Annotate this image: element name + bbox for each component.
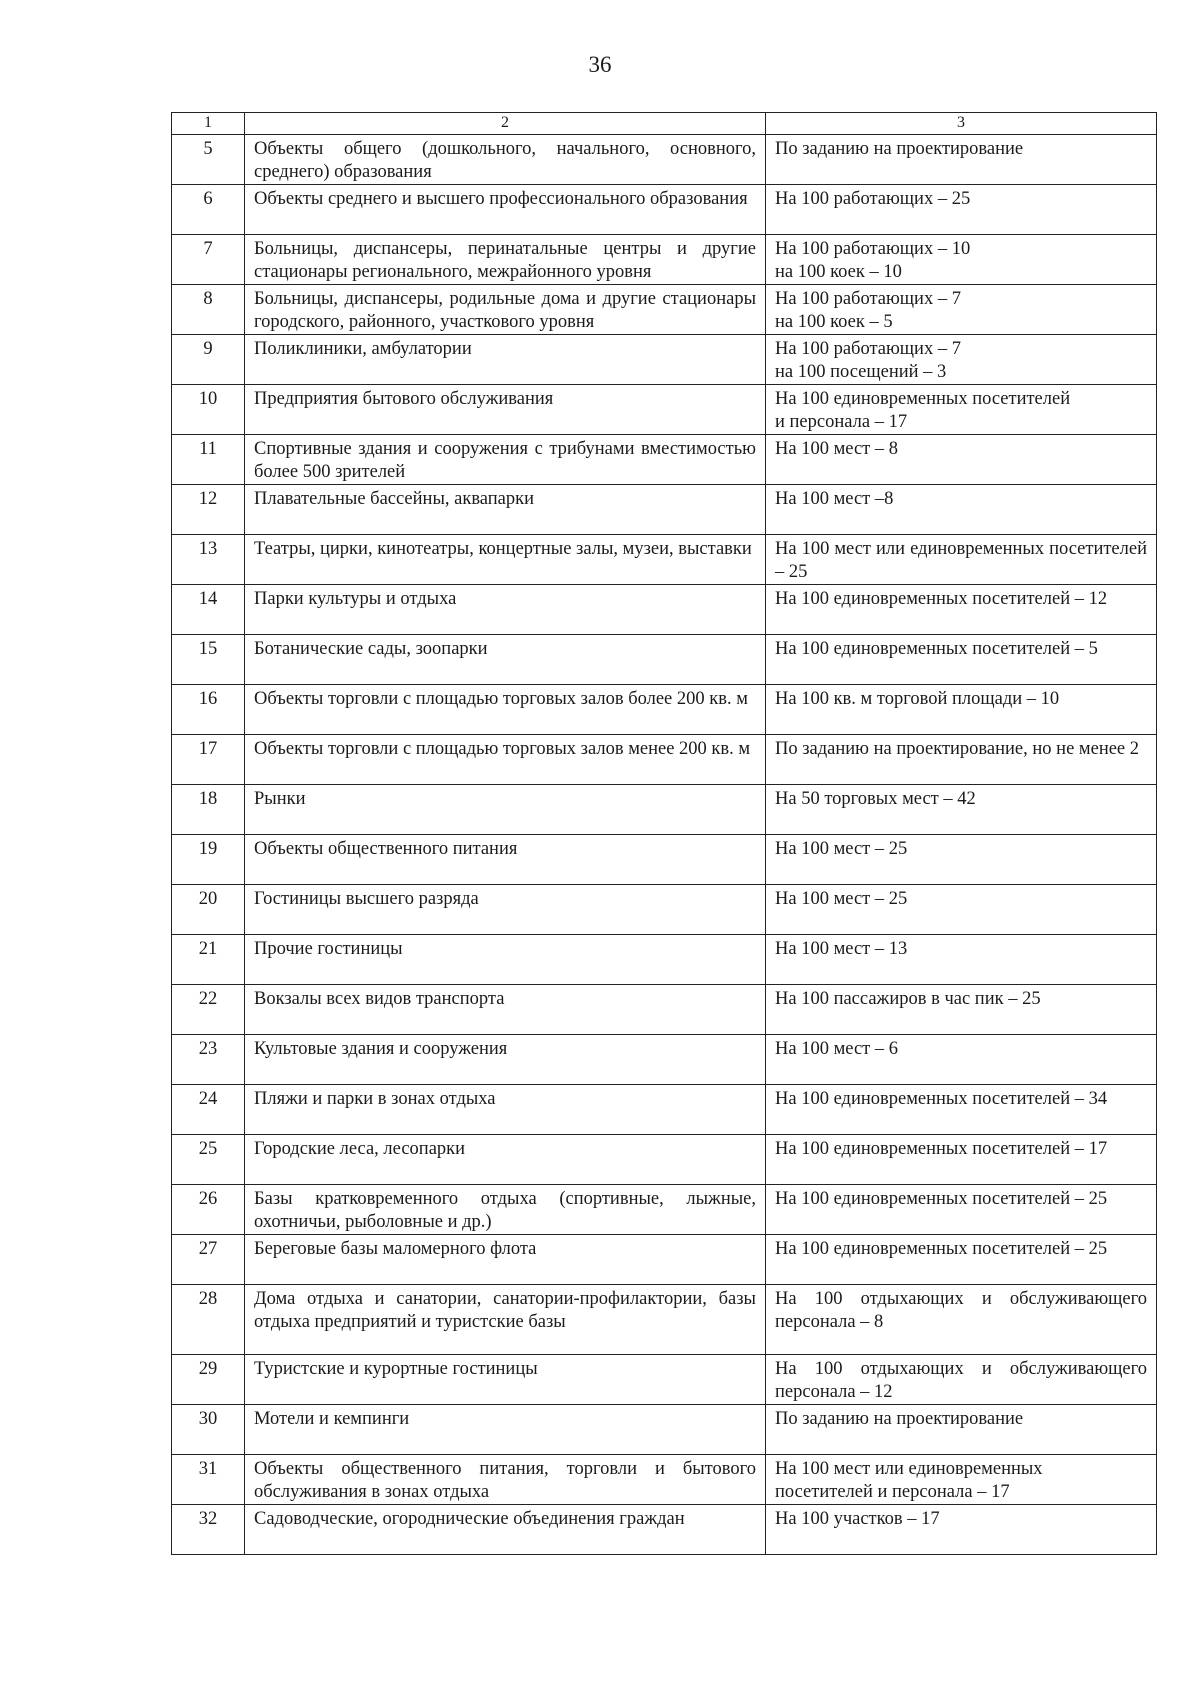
row-number: 16 <box>172 685 245 735</box>
parking-norm-line: На 100 работающих – 7 <box>775 289 961 309</box>
row-number: 25 <box>172 1135 245 1185</box>
table-row <box>172 285 1157 335</box>
object-name: Объекты торговли с площадью торговых залов более 200 кв. м <box>245 685 766 735</box>
parking-norm <box>766 885 1157 935</box>
parking-norms-table <box>171 112 1157 1555</box>
table-row <box>172 1355 1157 1405</box>
parking-norm-line: На 100 мест – 25 <box>775 889 908 909</box>
row-number: 26 <box>172 1185 245 1235</box>
row-number: 31 <box>172 1455 245 1505</box>
table-row <box>172 1135 1157 1185</box>
object-name: Садоводческие, огороднические объединения граждан <box>245 1505 766 1555</box>
parking-norm <box>766 535 1157 585</box>
parking-norm-line: На 100 отдыхающих и обслуживающего персонала – 8 <box>775 1289 1147 1332</box>
row-number: 7 <box>172 235 245 285</box>
row-number: 18 <box>172 785 245 835</box>
parking-norm-line: На 100 мест или единовременных посетителей – 25 <box>775 539 1147 582</box>
parking-norm-line: На 100 участков – 17 <box>775 1509 940 1529</box>
object-name: Базы кратковременного отдыха (спортивные, лыжные, охотничьи, рыболовные и др.) <box>245 1185 766 1235</box>
table-row <box>172 1185 1157 1235</box>
row-number: 22 <box>172 985 245 1035</box>
row-number: 15 <box>172 635 245 685</box>
parking-norm <box>766 185 1157 235</box>
object-name: Спортивные здания и сооружения с трибунами вместимостью более 500 зрителей <box>245 435 766 485</box>
parking-norm <box>766 285 1157 335</box>
parking-norm-line: По заданию на проектирование <box>775 1409 1024 1429</box>
table-row <box>172 185 1157 235</box>
object-name: Больницы, диспансеры, перинатальные центры и другие стационары регионального, межрайонного уровня <box>245 235 766 285</box>
parking-norm-line: На 100 работающих – 25 <box>775 189 971 209</box>
object-name: Объекты общественного питания <box>245 835 766 885</box>
parking-norm <box>766 335 1157 385</box>
header-cell-3: 3 <box>766 113 1157 135</box>
parking-norm-line: По заданию на проектирование, но не менее 2 <box>775 739 1140 759</box>
object-name: Плавательные бассейны, аквапарки <box>245 485 766 535</box>
parking-norm-line: посетителей и персонала – 17 <box>775 1482 1010 1502</box>
object-name: Предприятия бытового обслуживания <box>245 385 766 435</box>
parking-norm-line: На 100 мест – 13 <box>775 939 908 959</box>
table-row <box>172 785 1157 835</box>
object-name: Рынки <box>245 785 766 835</box>
header-cell-1: 1 <box>172 113 245 135</box>
parking-norm-line: На 100 единовременных посетителей – 17 <box>775 1139 1108 1159</box>
object-name: Объекты среднего и высшего профессионального образования <box>245 185 766 235</box>
parking-norm <box>766 985 1157 1035</box>
table-row <box>172 485 1157 535</box>
parking-norm <box>766 1135 1157 1185</box>
parking-norm <box>766 485 1157 535</box>
parking-norm <box>766 1085 1157 1135</box>
table-row <box>172 535 1157 585</box>
object-name: Дома отдыха и санатории, санатории-профилактории, базы отдыха предприятий и туристские базы <box>245 1285 766 1355</box>
object-name: Больницы, диспансеры, родильные дома и другие стационары городского, районного, участкового уровня <box>245 285 766 335</box>
parking-norm-line: на 100 коек – 10 <box>775 262 902 282</box>
row-number: 6 <box>172 185 245 235</box>
parking-norm-line: На 50 торговых мест – 42 <box>775 789 976 809</box>
row-number: 24 <box>172 1085 245 1135</box>
row-number: 23 <box>172 1035 245 1085</box>
table-row <box>172 635 1157 685</box>
table-row <box>172 1455 1157 1505</box>
row-number: 21 <box>172 935 245 985</box>
parking-norm <box>766 235 1157 285</box>
row-number: 32 <box>172 1505 245 1555</box>
row-number: 13 <box>172 535 245 585</box>
table-row <box>172 235 1157 285</box>
object-name: Прочие гостиницы <box>245 935 766 985</box>
parking-norm <box>766 1235 1157 1285</box>
header-cell-2: 2 <box>245 113 766 135</box>
table-row <box>172 1285 1157 1355</box>
parking-norm-line: На 100 работающих – 7 <box>775 339 961 359</box>
row-number: 12 <box>172 485 245 535</box>
object-name: Объекты общественного питания, торговли и бытового обслуживания в зонах отдыха <box>245 1455 766 1505</box>
parking-norm <box>766 1285 1157 1355</box>
parking-norm-line: По заданию на проектирование <box>775 139 1024 159</box>
row-number: 19 <box>172 835 245 885</box>
parking-norm-line: На 100 мест –8 <box>775 489 894 509</box>
table-row <box>172 735 1157 785</box>
object-name: Гостиницы высшего разряда <box>245 885 766 935</box>
row-number: 11 <box>172 435 245 485</box>
parking-norm-line: На 100 единовременных посетителей – 34 <box>775 1089 1108 1109</box>
object-name: Пляжи и парки в зонах отдыха <box>245 1085 766 1135</box>
parking-norm <box>766 1035 1157 1085</box>
table-row <box>172 935 1157 985</box>
object-name: Театры, цирки, кинотеатры, концертные залы, музеи, выставки <box>245 535 766 585</box>
parking-norm-line: На 100 мест – 6 <box>775 1039 898 1059</box>
parking-norm <box>766 1185 1157 1235</box>
parking-norm <box>766 385 1157 435</box>
object-name: Городские леса, лесопарки <box>245 1135 766 1185</box>
parking-norm <box>766 935 1157 985</box>
parking-norm-line: на 100 коек – 5 <box>775 312 893 332</box>
parking-norm-line: На 100 единовременных посетителей – 12 <box>775 589 1108 609</box>
table-row <box>172 585 1157 635</box>
table-row <box>172 385 1157 435</box>
parking-norm <box>766 1505 1157 1555</box>
parking-norm <box>766 635 1157 685</box>
table-header-row <box>172 113 1157 135</box>
object-name: Береговые базы маломерного флота <box>245 1235 766 1285</box>
parking-norm <box>766 1455 1157 1505</box>
parking-norm-line: На 100 единовременных посетителей <box>775 389 1071 409</box>
parking-norm-line: На 100 единовременных посетителей – 25 <box>775 1189 1108 1209</box>
row-number: 20 <box>172 885 245 935</box>
parking-norm-line: На 100 единовременных посетителей – 5 <box>775 639 1098 659</box>
parking-norm-line: На 100 мест – 25 <box>775 839 908 859</box>
parking-norm-line: На 100 мест – 8 <box>775 439 898 459</box>
parking-norm <box>766 585 1157 635</box>
parking-norm <box>766 685 1157 735</box>
parking-norm <box>766 135 1157 185</box>
parking-norm <box>766 435 1157 485</box>
parking-norm-line: На 100 единовременных посетителей – 25 <box>775 1239 1108 1259</box>
table-row <box>172 1405 1157 1455</box>
parking-norm <box>766 735 1157 785</box>
table-row <box>172 1235 1157 1285</box>
parking-norm-line: На 100 работающих – 10 <box>775 239 971 259</box>
object-name: Объекты общего (дошкольного, начального, основного, среднего) образования <box>245 135 766 185</box>
table-row <box>172 685 1157 735</box>
page-number: 36 <box>588 52 612 77</box>
object-name: Объекты торговли с площадью торговых залов менее 200 кв. м <box>245 735 766 785</box>
object-name: Парки культуры и отдыха <box>245 585 766 635</box>
object-name: Мотели и кемпинги <box>245 1405 766 1455</box>
parking-norm-line: На 100 отдыхающих и обслуживающего персонала – 12 <box>775 1359 1147 1402</box>
object-name: Вокзалы всех видов транспорта <box>245 985 766 1035</box>
parking-norm <box>766 1405 1157 1455</box>
row-number: 10 <box>172 385 245 435</box>
row-number: 28 <box>172 1285 245 1355</box>
row-number: 5 <box>172 135 245 185</box>
table-row <box>172 985 1157 1035</box>
parking-norm <box>766 785 1157 835</box>
parking-norm-line: На 100 мест или единовременных <box>775 1459 1043 1479</box>
table-row <box>172 1085 1157 1135</box>
table-row <box>172 1035 1157 1085</box>
table-row <box>172 135 1157 185</box>
table-row <box>172 435 1157 485</box>
object-name: Поликлиники, амбулатории <box>245 335 766 385</box>
parking-norm-line: на 100 посещений – 3 <box>775 362 947 382</box>
row-number: 17 <box>172 735 245 785</box>
object-name: Культовые здания и сооружения <box>245 1035 766 1085</box>
table-row <box>172 1505 1157 1555</box>
parking-norm-line: На 100 кв. м торговой площади – 10 <box>775 689 1060 709</box>
table-row <box>172 335 1157 385</box>
row-number: 9 <box>172 335 245 385</box>
object-name: Ботанические сады, зоопарки <box>245 635 766 685</box>
row-number: 30 <box>172 1405 245 1455</box>
parking-norm <box>766 835 1157 885</box>
object-name: Туристские и курортные гостиницы <box>245 1355 766 1405</box>
table-row <box>172 885 1157 935</box>
parking-norm <box>766 1355 1157 1405</box>
parking-norm-line: На 100 пассажиров в час пик – 25 <box>775 989 1041 1009</box>
row-number: 27 <box>172 1235 245 1285</box>
table-row <box>172 835 1157 885</box>
row-number: 29 <box>172 1355 245 1405</box>
row-number: 8 <box>172 285 245 335</box>
parking-norm-line: и персонала – 17 <box>775 412 908 432</box>
row-number: 14 <box>172 585 245 635</box>
